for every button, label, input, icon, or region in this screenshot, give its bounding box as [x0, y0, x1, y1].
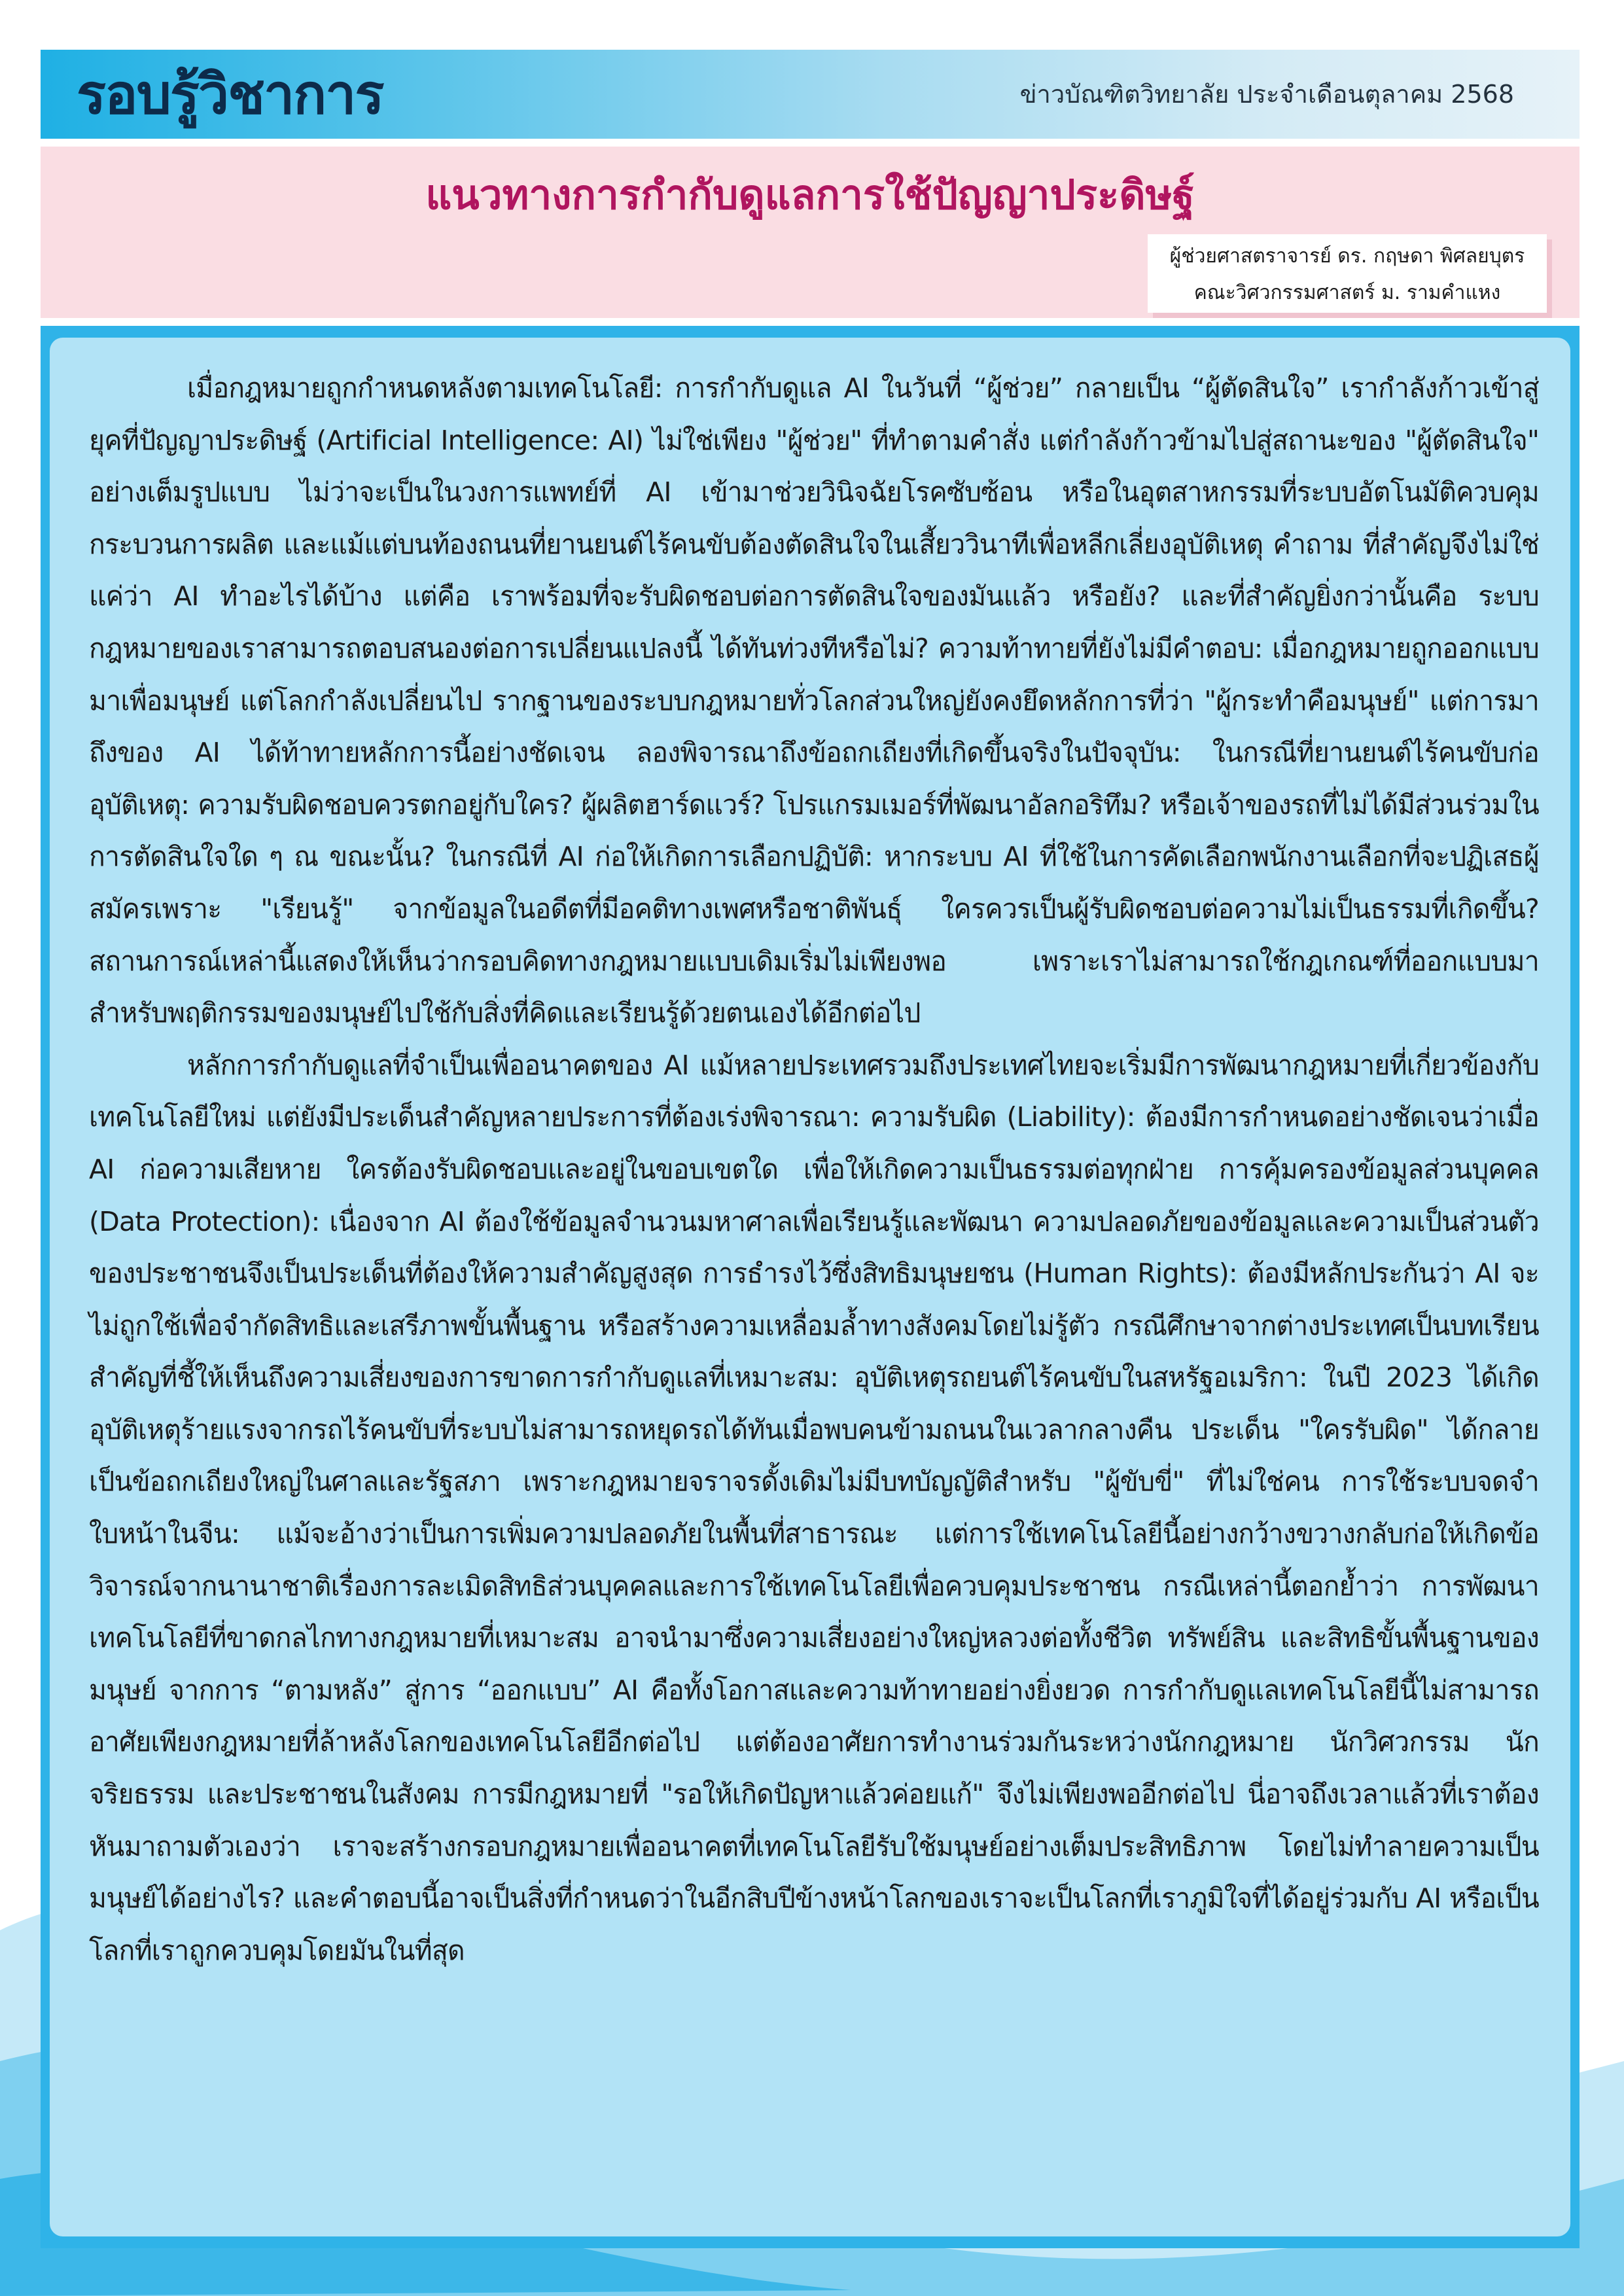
author-affiliation: คณะวิศวกรรมศาสตร์ ม. รามคำแหง [1193, 281, 1501, 304]
title-banner [41, 147, 1580, 318]
article-paragraph: เมื่อกฎหมายถูกกำหนดหลังตามเทคโนโลยี: การกำกับดูแล AI ในวันที่ “ผู้ช่วย” กลายเป็น “ผู้ตัดสินใจ” เรากำลังก้าวเข้าสู่ยุคที่ปัญญาประดิษฐ์ (Artificial Intelligence: AI) ไม่ใช่เพียง "ผู้ช่วย" ที่ทำตามคำสั่ง แต่กำลังก้าวข้ามไปสู่สถานะของ "ผู้ตัดสินใจ" อย่างเต็มรูปแบบ ไม่ว่าจะเป็นในวงการแพทย์ที่ AI เข้ามาช่วยวินิจฉัยโรคซับซ้อน หรือในอุตสาหกรรมที่ระบบอัตโนมัติควบคุมกระบวนการผลิต และแม้แต่บนท้องถนนที่ยานยนต์ไร้คนขับต้องตัดสินใจในเสี้ยววินาทีเพื่อหลีกเลี่ยงอุบัติเหตุ คำถาม ที่สำคัญจึงไม่ใช่แค่ว่า AI ทำอะไรได้บ้าง แต่คือ เราพร้อมที่จะรับผิดชอบต่อการตัดสินใจของมันแล้ว หรือยัง? และที่สำคัญยิ่งกว่านั้นคือ ระบบกฎหมายของเราสามารถตอบสนองต่อการเปลี่ยนแปลงนี้ ได้ทันท่วงทีหรือไม่? ความท้าทายที่ยังไม่มีคำตอบ: เมื่อกฎหมายถูกออกแบบมาเพื่อมนุษย์ แต่โลกกำลังเปลี่ยนไป รากฐานของระบบกฎหมายทั่วโลกส่วนใหญ่ยังคงยึดหลักการที่ว่า "ผู้กระทำคือมนุษย์" แต่การมาถึงของ AI ได้ท้าทายหลักการนี้อย่างชัดเจน ลองพิจารณาถึงข้อถกเถียงที่เกิดขึ้นจริงในปัจจุบัน: ในกรณีที่ยานยนต์ไร้คนขับก่ออุบัติเหตุ: ความรับผิดชอบควรตกอยู่กับใคร? ผู้ผลิตฮาร์ดแวร์? โปรแกรมเมอร์ที่พัฒนาอัลกอริทึม? หรือเจ้าของรถที่ไม่ได้มีส่วนร่วมในการตัดสินใจใด ๆ ณ ขณะนั้น? ในกรณีที่ AI ก่อให้เกิดการเลือกปฏิบัติ: หากระบบ AI ที่ใช้ในการคัดเลือกพนักงานเลือกที่จะปฏิเสธผู้สมัครเพราะ "เรียนรู้" จากข้อมูลในอดีตที่มีอคติทางเพศหรือชาติพันธุ์ ใครควรเป็นผู้รับผิดชอบต่อความไม่เป็นธรรมที่เกิดขึ้น? สถานการณ์เหล่านี้แสดงให้เห็นว่ากรอบคิดทางกฎหมายแบบเดิมเริ่มไม่เพียงพอ เพราะเราไม่สามารถใช้กฎเกณฑ์ที่ออกแบบมาสำหรับพฤติกรรมของมนุษย์ไปใช้กับสิ่งที่คิดและเรียนรู้ด้วยตนเองได้อีกต่อไป [89, 372, 1539, 1029]
article-frame [41, 326, 1580, 2248]
article-title: แนวทางการกำกับดูแลการใช้ปัญญาประดิษฐ์ [425, 171, 1195, 219]
article-paragraph: หลักการกำกับดูแลที่จำเป็นเพื่ออนาคตของ AI แม้หลายประเทศรวมถึงประเทศไทยจะเริ่มมีการพัฒนากฎหมายที่เกี่ยวข้องกับเทคโนโลยีใหม่ แต่ยังมีประเด็นสำคัญหลายประการที่ต้องเร่งพิจารณา: ความรับผิด (Liability): ต้องมีการกำหนดอย่างชัดเจนว่าเมื่อ AI ก่อความเสียหาย ใครต้องรับผิดชอบและอยู่ในขอบเขตใด เพื่อให้เกิดความเป็นธรรมต่อทุกฝ่าย การคุ้มครองข้อมูลส่วนบุคคล (Data Protection): เนื่องจาก AI ต้องใช้ข้อมูลจำนวนมหาศาลเพื่อเรียนรู้และพัฒนา ความปลอดภัยของข้อมูลและความเป็นส่วนตัวของประชาชนจึงเป็นประเด็นที่ต้องให้ความสำคัญสูงสุด การธำรงไว้ซึ่งสิทธิมนุษยชน (Human Rights): ต้องมีหลักประกันว่า AI จะไม่ถูกใช้เพื่อจำกัดสิทธิและเสรีภาพขั้นพื้นฐาน หรือสร้างความเหลื่อมล้ำทางสังคมโดยไม่รู้ตัว กรณีศึกษาจากต่างประเทศเป็นบทเรียนสำคัญที่ชี้ให้เห็นถึงความเสี่ยงของการขาดการกำกับดูแลที่เหมาะสม: อุบัติเหตุรถยนต์ไร้คนขับในสหรัฐอเมริกา: ในปี 2023 ได้เกิดอุบัติเหตุร้ายแรงจากรถไร้คนขับที่ระบบไม่สามารถหยุดรถได้ทันเมื่อพบคนข้ามถนนในเวลากลางคืน ประเด็น "ใครรับผิด" ได้กลายเป็นข้อถกเถียงใหญ่ในศาลและรัฐสภา เพราะกฎหมายจราจรดั้งเดิมไม่มีบทบัญญัติสำหรับ "ผู้ขับขี่" ที่ไม่ใช่คน การใช้ระบบจดจำใบหน้าในจีน: แม้จะอ้างว่าเป็นการเพิ่มความปลอดภัยในพื้นที่สาธารณะ แต่การใช้เทคโนโลยีนี้อย่างกว้างขวางกลับก่อให้เกิดข้อวิจารณ์จากนานาชาติเรื่องการละเมิดสิทธิส่วนบุคคลและการใช้เทคโนโลยีเพื่อควบคุมประชาชน กรณีเหล่านี้ตอกย้ำว่า การพัฒนาเทคโนโลยีที่ขาดกลไกทางกฎหมายที่เหมาะสม อาจนำมาซึ่งความเสี่ยงอย่างใหญ่หลวงต่อทั้งชีวิต ทรัพย์สิน และสิทธิขั้นพื้นฐานของมนุษย์ จากการ “ตามหลัง” สู่การ “ออกแบบ” AI คือทั้งโอกาสและความท้าทายอย่างยิ่งยวด การกำกับดูแลเทคโนโลยีนี้ไม่สามารถอาศัยเพียงกฎหมายที่ล้าหลังโลกของเทคโนโลยีอีกต่อไป แต่ต้องอาศัยการทำงานร่วมกันระหว่างนักกฎหมาย นักวิศวกรรม นักจริยธรรม และประชาชนในสังคม การมีกฎหมายที่ "รอให้เกิดปัญหาแล้วค่อยแก้" จึงไม่เพียงพออีกต่อไป นี่อาจถึงเวลาแล้วที่เราต้องหันมาถามตัวเองว่า เราจะสร้างกรอบกฎหมายเพื่ออนาคตที่เทคโนโลยีรับใช้มนุษย์อย่างเต็มประสิทธิภาพ โดยไม่ทำลายความเป็นมนุษย์ได้อย่างไร? และคำตอบนี้อาจเป็นสิ่งที่กำหนดว่าในอีกสิบปีข้างหน้าโลกของเราจะเป็นโลกที่เราภูมิใจที่ได้อยู่ร่วมกับ AI หรือเป็นโลกที่เราถูกควบคุมโดยมันในที่สุด [89, 1049, 1539, 1966]
header-banner [41, 50, 1580, 139]
author-box [1148, 234, 1547, 313]
author-name: ผู้ช่วยศาสตราจารย์ ดร. กฤษดา พิศลยบุตร [1169, 245, 1525, 268]
article-body [50, 338, 1570, 2236]
section-title: รอบรู้วิชาการ [77, 62, 383, 126]
issue-label: ข่าวบัณฑิตวิทยาลัย ประจำเดือนตุลาคม 2568 [1019, 80, 1514, 109]
